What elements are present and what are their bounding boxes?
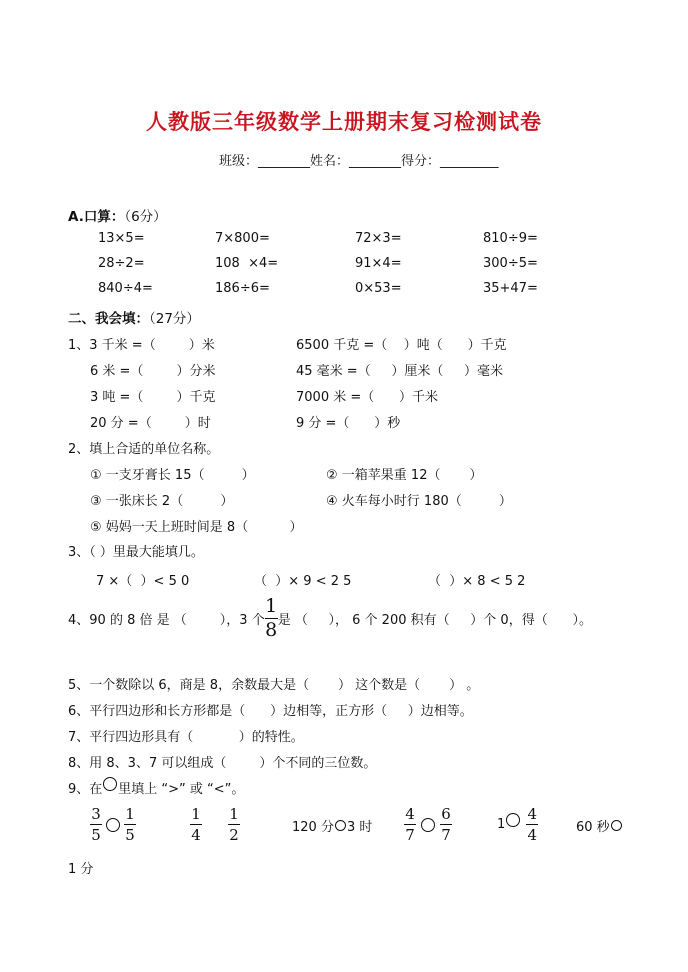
q4-line — [68, 594, 592, 641]
q1-line: 20 分 =（ ）时 — [90, 416, 211, 431]
fraction-denominator: 5 — [125, 826, 135, 844]
compare-item-6-right: 1 分 — [68, 862, 94, 877]
fraction-numerator: 1 — [191, 805, 201, 823]
q2-item: ④ 火车每小时行 180（ ） — [326, 494, 512, 509]
calc-item: 72×3= — [355, 231, 402, 246]
fraction — [440, 806, 452, 843]
calc-item: 13×5= — [98, 231, 145, 246]
q2-title: 2、填上合适的单位名称。 — [68, 442, 220, 457]
fraction-denominator: 7 — [441, 826, 451, 844]
fraction-bar — [90, 824, 102, 825]
compare-circle[interactable] — [335, 820, 346, 831]
fraction-bar — [124, 824, 136, 825]
calc-item: 91×4= — [355, 256, 402, 271]
q9-text-a: 9、在 — [68, 782, 103, 797]
calc-item: 840÷4= — [98, 281, 153, 296]
fraction-one-eighth — [265, 594, 278, 641]
fraction-numerator: 1 — [125, 805, 135, 823]
q3-title: 3、（ ）里最大能填几。 — [68, 545, 204, 560]
calc-item: 35+47= — [483, 281, 538, 296]
q3-item: 7 ×（ ）< 5 0 — [96, 574, 190, 589]
q2-item: ⑤ 妈妈一天上班时间是 8（ ） — [90, 520, 303, 535]
fraction-denominator: 4 — [191, 826, 201, 844]
fraction-bar — [190, 824, 202, 825]
section-b-score: （27分） — [149, 311, 200, 327]
fraction — [526, 806, 538, 843]
q4-text-b: 是 （ ）， 6 个 200 积有（ ）个 0，得（ ）。 — [277, 612, 592, 628]
compare-left: 1 — [497, 817, 506, 832]
fraction — [124, 806, 136, 843]
fraction-numerator: 4 — [405, 805, 415, 823]
q2-item: ② 一箱苹果重 12（ ） — [326, 468, 483, 483]
q1-line: 9 分 =（ ）秒 — [296, 416, 401, 431]
fraction-bar — [526, 824, 538, 825]
section-a-score: （6分） — [124, 209, 167, 225]
fraction-numerator: 6 — [441, 805, 451, 823]
q2-item: ③ 一张床长 2（ ） — [90, 494, 234, 509]
q1-line: 1、3 千米 =（ ）米 — [68, 338, 215, 353]
calc-item: 28÷2= — [98, 256, 145, 271]
fraction-bar — [404, 824, 416, 825]
fraction — [404, 806, 416, 843]
q1-line: 7000 米 =（ ）千米 — [296, 390, 439, 405]
q1-line: 3 吨 =（ ）千克 — [90, 390, 216, 405]
student-info-line: 班级：________姓名：________得分：_________ — [219, 154, 499, 169]
q3-item: （ ）× 8 < 5 2 — [428, 574, 526, 589]
q7-line: 7、平行四边形具有（ ）的特性。 — [68, 730, 304, 745]
fraction-numerator: 1 — [265, 594, 278, 617]
q5-line: 5、一个数除以 6，商是 8，余数最大是（ ） 这个数是（ ） 。 — [68, 678, 480, 693]
q9-title — [68, 778, 244, 797]
fraction — [228, 806, 240, 843]
section-a-title: A.口算： — [68, 209, 125, 225]
q2-item: ① 一支牙膏长 15（ ） — [90, 468, 255, 483]
q8-line: 8、用 8、3、7 可以组成（ ）个不同的三位数。 — [68, 756, 377, 771]
compare-item-6 — [576, 816, 622, 835]
fraction-bar — [440, 824, 452, 825]
q4-text-a: 4、90 的 8 倍 是 （ ），3 个 — [68, 612, 265, 628]
fraction-denominator: 4 — [527, 826, 538, 844]
fraction-denominator: 7 — [405, 826, 415, 844]
compare-circle[interactable] — [421, 818, 435, 832]
calc-item: 810÷9= — [483, 231, 538, 246]
compare-circle[interactable] — [506, 813, 520, 827]
fraction-denominator: 5 — [91, 826, 101, 844]
compare-item-1 — [90, 806, 136, 843]
compare-item-5 — [497, 806, 538, 843]
calc-item: 7×800= — [215, 231, 270, 246]
compare-left: 120 分 — [292, 820, 334, 835]
calc-item: 186÷6= — [215, 281, 270, 296]
compare-item-2 — [190, 806, 240, 843]
compare-circle[interactable] — [106, 818, 120, 832]
fraction — [190, 806, 202, 843]
fraction-denominator: 2 — [229, 826, 239, 844]
q1-line: 6500 千克 =（ ）吨（ ）千克 — [296, 338, 507, 353]
compare-right: 3 时 — [346, 820, 373, 835]
section-b-heading — [68, 307, 200, 327]
circle-icon — [103, 777, 117, 791]
section-a-heading — [68, 205, 167, 225]
compare-circle[interactable] — [611, 820, 622, 831]
q6-line: 6、平行四边形和长方形都是（ ）边相等，正方形（ ）边相等。 — [68, 704, 473, 719]
compare-item-4 — [404, 806, 452, 843]
q1-line: 6 米 =（ ）分米 — [90, 364, 216, 379]
fraction-bar — [228, 824, 240, 825]
fraction — [90, 806, 102, 843]
compare-left: 60 秒 — [576, 820, 610, 835]
fraction-numerator: 3 — [91, 805, 101, 823]
fraction-numerator: 4 — [527, 805, 538, 823]
fraction-numerator: 1 — [229, 805, 239, 823]
compare-item-3 — [292, 816, 372, 835]
calc-item: 0×53= — [355, 281, 402, 296]
fraction-denominator: 8 — [265, 618, 278, 641]
page-title: 人教版三年级数学上册期末复习检测试卷 — [146, 109, 542, 134]
q3-item: （ ）× 9 < 2 5 — [254, 574, 352, 589]
q9-text-b: 里填上 “>” 或 “<”。 — [118, 782, 245, 797]
calc-item: 108 ×4= — [215, 256, 279, 271]
calc-item: 300÷5= — [483, 256, 538, 271]
section-b-title: 二、我会填： — [68, 311, 149, 327]
q1-line: 45 毫米 =（ ）厘米（ ）毫米 — [296, 364, 504, 379]
